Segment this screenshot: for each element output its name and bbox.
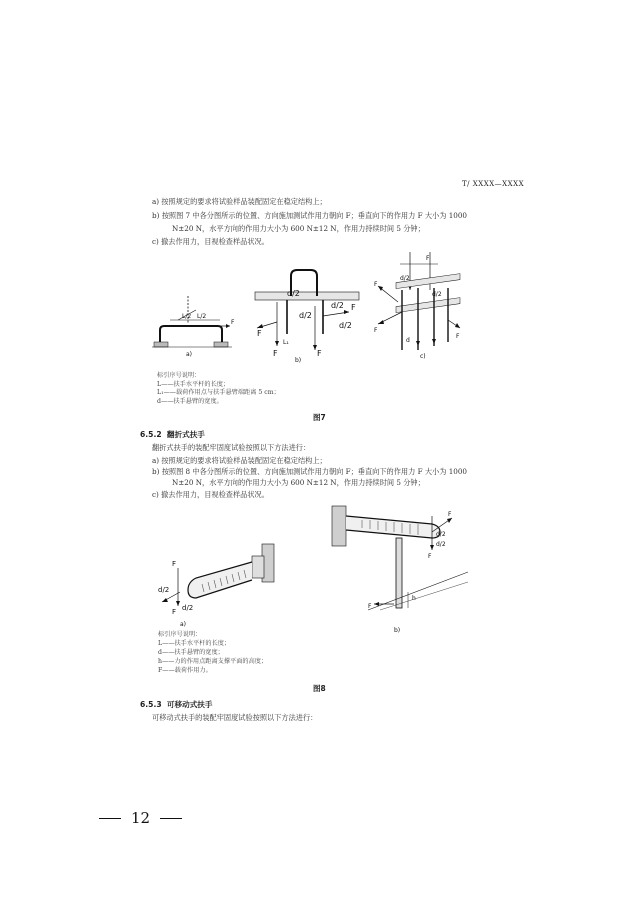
figure7-b-diagram xyxy=(253,262,363,362)
s652-step-b: b) 按照图 8 中各分图所示的位置、方向施加测试作用力朝向 F；垂直向下的作用力 F 大小为 1000 xyxy=(152,467,467,476)
s652-step-a: a) 按照规定的要求将试验样品装配固定在稳定结构上； xyxy=(152,456,327,465)
fig7b-label-d-half: d/2 xyxy=(287,289,300,298)
fig7a-label-f: F xyxy=(231,319,235,326)
fig7b-label-f-bottom: F xyxy=(273,349,278,358)
section-653-intro: 可移动式扶手的装配牢固度试验按照以下方法进行： xyxy=(152,713,318,722)
fig7c-label-f-top: F xyxy=(426,255,430,262)
fig8a-label-d-half: d/2 xyxy=(158,586,170,594)
section-652-number: 6.5.2 xyxy=(140,430,162,439)
figure8-b-diagram xyxy=(328,502,478,634)
fig7b-label-l1: L₁ xyxy=(283,339,289,346)
page-number-right-dash xyxy=(160,818,182,819)
s652-step-b-continuation: N±20 N，水平方向的作用力大小为 600 N±12 N，作用力持续时间 5 分钟； xyxy=(172,478,425,487)
section-652-intro: 翻折式扶手的装配牢固度试验按照以下方法进行： xyxy=(152,443,311,452)
fig8-legend-item: h——力的作用点距离支撑平面的高度； xyxy=(158,658,268,665)
fig7a-label-l-half-2: L/2 xyxy=(197,313,207,320)
fig8-legend-item: L——扶手水平杆的长度； xyxy=(158,640,231,647)
fig7c-label-f-left: F xyxy=(374,281,378,288)
fig7b-label-d-half-2: d/2 xyxy=(331,301,344,310)
document-code: T/ XXXX—XXXX xyxy=(462,180,525,188)
fig7-sub-b: b) xyxy=(295,357,302,364)
page-number xyxy=(99,809,182,827)
step-c-line: c) 撤去作用力，目视检查样品状况。 xyxy=(152,237,269,246)
fig7b-label-d-half-4: d/2 xyxy=(299,311,312,320)
fig7b-label-f-bottom-2: F xyxy=(317,349,322,358)
figure8-caption: 图8 xyxy=(313,684,326,693)
fig7-legend-item: L₁——载荷作用点与扶手悬臂端距离 5 cm； xyxy=(157,389,280,396)
fig8a-label-f-bottom: F xyxy=(172,608,177,616)
fig8b-label-d-half-2: d/2 xyxy=(436,541,446,548)
fig7-legend-item: d——扶手悬臂的宽度。 xyxy=(157,398,223,405)
fig7b-label-f-left: F xyxy=(257,329,262,338)
fig7c-label-d-half: d/2 xyxy=(400,275,410,282)
fig7-sub-a: a) xyxy=(186,351,193,358)
fig8-sub-b: b) xyxy=(394,627,401,634)
page-number-left-dash xyxy=(99,818,121,819)
fig7-legend-title: 标引序号说明： xyxy=(157,372,201,379)
section-653-heading xyxy=(140,700,212,709)
fig7c-label-d: d xyxy=(406,337,410,344)
fig7b-label-d-half-3: d/2 xyxy=(339,321,352,330)
section-652-title: 翻折式扶手 xyxy=(166,430,205,439)
fig7c-label-f-right: F xyxy=(456,333,460,340)
fig8-legend-item: F——载荷作用力。 xyxy=(158,667,212,674)
page-number-value: 12 xyxy=(131,809,151,827)
figure7-c-diagram xyxy=(372,250,462,362)
fig8-legend-item: d——扶手悬臂的宽度； xyxy=(158,649,224,656)
fig8b-label-f-left: F xyxy=(368,603,372,610)
fig8-sub-a: a) xyxy=(180,621,187,628)
step-b-line: b) 按照图 7 中各分图所示的位置、方向施加测试作用力朝向 F；垂直向下的作用力 F 大小为 1000 xyxy=(152,211,467,220)
step-b-continuation: N±20 N，水平方向的作用力大小为 600 N±12 N，作用力持续时间 5 分钟； xyxy=(172,224,425,233)
section-653-title: 可移动式扶手 xyxy=(166,700,213,709)
fig7b-label-f-right: F xyxy=(351,303,356,312)
fig8a-label-f-top: F xyxy=(172,560,177,568)
fig7c-label-d-half-2: d/2 xyxy=(432,291,442,298)
fig7a-label-l-half: L/2 xyxy=(182,313,192,320)
fig8b-label-f-bottom: F xyxy=(428,553,432,560)
section-652-heading xyxy=(140,430,205,439)
fig8b-label-f-top: F xyxy=(448,511,452,518)
fig7c-label-f-left-2: F xyxy=(374,327,378,334)
fig8a-label-d-half-2: d/2 xyxy=(182,604,194,612)
step-a-line: a) 按照规定的要求将试验样品装配固定在稳定结构上； xyxy=(152,197,327,206)
figure8-a-diagram xyxy=(150,540,285,628)
fig7-sub-c: c) xyxy=(420,353,426,360)
fig8b-label-d-half: d/2 xyxy=(436,531,446,538)
section-653-number: 6.5.3 xyxy=(140,700,162,709)
fig8b-label-h: h xyxy=(412,595,416,602)
figure7-caption: 图7 xyxy=(313,413,326,422)
fig8-legend-title: 标引序号说明： xyxy=(158,631,202,638)
s652-step-c: c) 撤去作用力，目视检查样品状况。 xyxy=(152,490,269,499)
fig7-legend-item: L——扶手水平杆的长度； xyxy=(157,381,230,388)
figure7-a-diagram xyxy=(150,290,235,358)
